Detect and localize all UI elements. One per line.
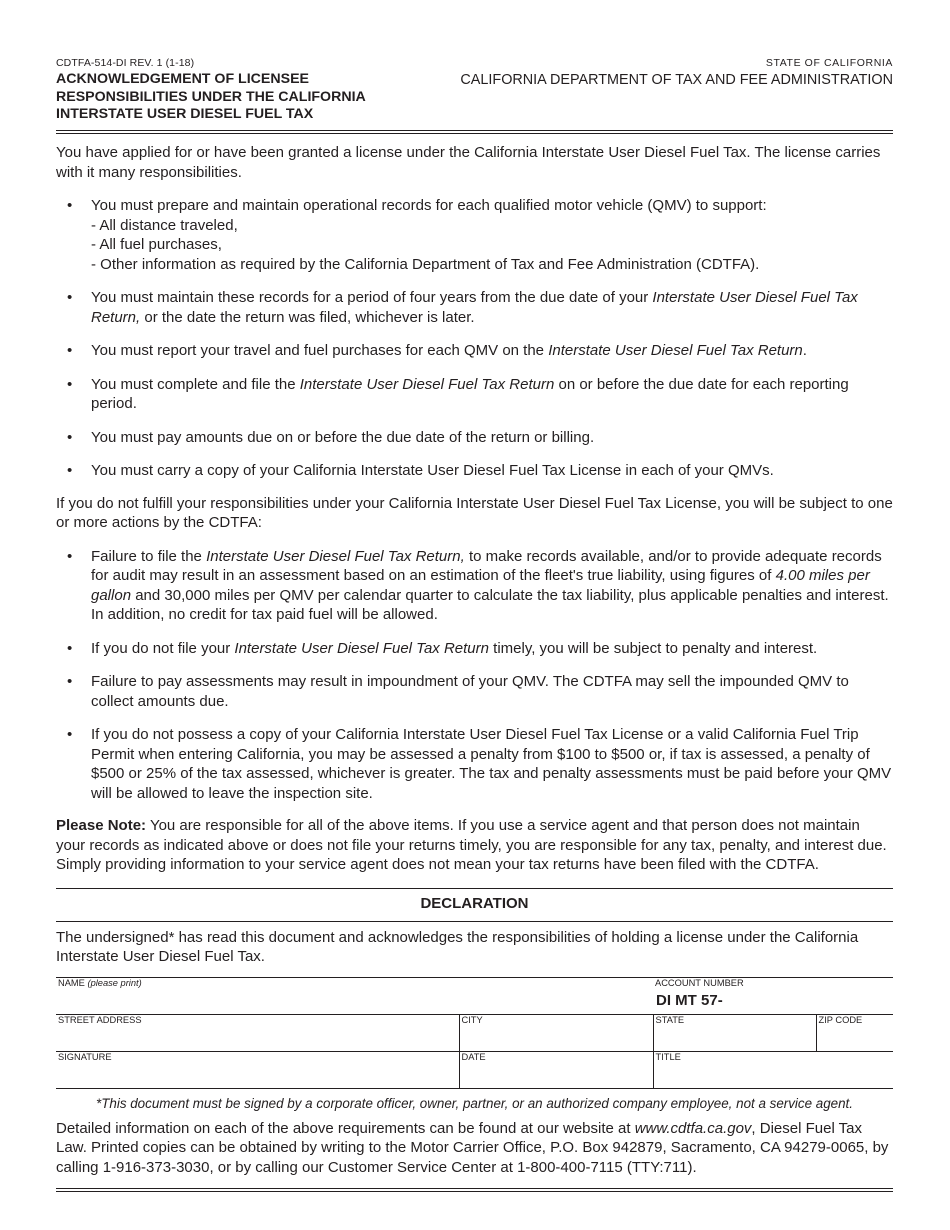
form-title-line: ACKNOWLEDGEMENT OF LICENSEE	[56, 71, 310, 87]
list-item: • You must carry a copy of your California Interstate User Diesel Fuel Tax License in each of your QMVs.	[56, 461, 893, 481]
form-header	[56, 0, 893, 134]
list-item: • If you do not file your Interstate User Diesel Fuel Tax Return timely, you will be subject to penalty and interest.	[56, 639, 893, 659]
declaration-bottom-rule	[56, 921, 893, 922]
city-field[interactable]	[459, 1014, 653, 1051]
title-label: TITLE	[655, 1051, 681, 1062]
footer-divider	[56, 1188, 893, 1192]
signature-fields	[56, 977, 893, 1089]
list-item: • If you do not possess a copy of your California Interstate User Diesel Fuel Tax License or a valid California Fuel Trip Permit when entering California, you may be assessed a penalty from $100 to $500 or, if tax is assessed, a penalty of $500 or 25% of the tax assessed, whichever is greater. The tax and penalty assessments must be paid before your QMV will be allowed to leave the inspection site.	[56, 725, 893, 803]
form-title-line: INTERSTATE USER DIESEL FUEL TAX	[56, 106, 314, 122]
list-item: • You must pay amounts due on or before the due date of the return or billing.	[56, 428, 893, 448]
name-label: NAME (please print)	[58, 977, 142, 988]
note-label: Please Note:	[56, 817, 147, 834]
agency-name: CALIFORNIA DEPARTMENT OF TAX AND FEE ADMINISTRATION	[460, 72, 893, 88]
intro-paragraph: You have applied for or have been granted a license under the California Interstate User Diesel Fuel Tax. The license carries with it many responsibilities.	[56, 144, 881, 181]
zip-code-field[interactable]	[816, 1014, 893, 1051]
website-link[interactable]: www.cdtfa.ca.gov	[634, 1119, 752, 1137]
account-number-value: DI MT 57-	[656, 991, 723, 1009]
form-title	[56, 71, 426, 124]
state-field[interactable]	[653, 1014, 816, 1051]
list-item: • You must prepare and maintain operational records for each qualified motor vehicle (QMV) to support: - All distance traveled, - All fuel purchases, - Other information as required by the California Department of Tax and Fee Administration (CDTFA).	[56, 196, 893, 274]
signature-field[interactable]	[56, 1051, 459, 1088]
form-page	[56, 0, 893, 1192]
consequences-intro: If you do not fulfill your responsibilities under your California Interstate User Diesel Fuel Tax License, you will be subject to one or more actions by the CDTFA:	[56, 494, 893, 531]
account-number-field[interactable]	[653, 977, 893, 1014]
street-address-label: STREET ADDRESS	[58, 1014, 142, 1025]
signature-label: SIGNATURE	[58, 1051, 112, 1062]
street-address-field[interactable]	[56, 1014, 459, 1051]
footnote: *This document must be signed by a corporate officer, owner, partner, or an authorized company employee, not a service agent.	[96, 1095, 853, 1111]
declaration-title: DECLARATION	[420, 894, 529, 912]
date-label: DATE	[461, 1051, 486, 1062]
name-field[interactable]	[56, 977, 653, 1014]
state-label: STATE	[655, 1014, 685, 1025]
form-title-line: RESPONSIBILITIES UNDER THE CALIFORNIA	[56, 88, 366, 105]
please-note: Please Note: You are responsible for all of the above items. If you use a service agent and that person does not maintain your records as indicated above or does not file your returns timely, you are responsible for any tax, penalty, and interest due. Simply providing information to your service agent does not mean your tax returns have been filed with the CDTFA.	[56, 817, 887, 873]
header-divider	[56, 130, 893, 134]
list-item: • Failure to file the Interstate User Diesel Fuel Tax Return, to make records available, and/or to provide adequate records for audit may result in an assessment based on an estimation of the fleet's true liability, using figures of 4.00 miles per gallon and 30,000 miles per QMV per calendar quarter to calculate the tax liability, plus applicable penalties and interest. In addition, no credit for tax paid fuel will be allowed.	[56, 547, 893, 625]
list-item: • You must complete and file the Interstate User Diesel Fuel Tax Return on or before the due date for each reporting period.	[56, 375, 893, 414]
form-id: CDTFA-514-DI REV. 1 (1-18)	[56, 57, 195, 69]
title-field[interactable]	[653, 1051, 893, 1088]
account-number-label: ACCOUNT NUMBER	[655, 977, 744, 988]
responsibilities-list	[56, 196, 893, 481]
declaration-text: The undersigned* has read this document and acknowledges the responsibilities of holding a license under the California Interstate User Diesel Fuel Tax.	[56, 928, 859, 965]
declaration-section	[56, 888, 893, 1089]
date-field[interactable]	[459, 1051, 653, 1088]
list-item: • You must maintain these records for a period of four years from the due date of your Interstate User Diesel Fuel Tax Return, or the date the return was filed, whichever is later.	[56, 288, 893, 327]
consequences-list	[56, 547, 893, 804]
list-item: • You must report your travel and fuel purchases for each QMV on the Interstate User Diesel Fuel Tax Return.	[56, 341, 893, 361]
list-item: • Failure to pay assessments may result in impoundment of your QMV. The CDTFA may sell the impounded QMV to collect amounts due.	[56, 672, 893, 711]
state-label: STATE OF CALIFORNIA	[765, 57, 893, 69]
zip-code-label: ZIP CODE	[818, 1014, 863, 1025]
detail-paragraph: Detailed information on each of the above requirements can be found at our website at www.cdtfa.ca.gov, Diesel Fuel Tax Law. Printed copies can be obtained by writing to the Motor Carrier Office, P.O. Box 942879, Sacramento, CA 94279-0065, by calling 1-916-373-3030, or by calling our Customer Service Center at 1-800-400-7115 (TTY:711).	[56, 1119, 889, 1176]
city-label: CITY	[461, 1014, 483, 1025]
